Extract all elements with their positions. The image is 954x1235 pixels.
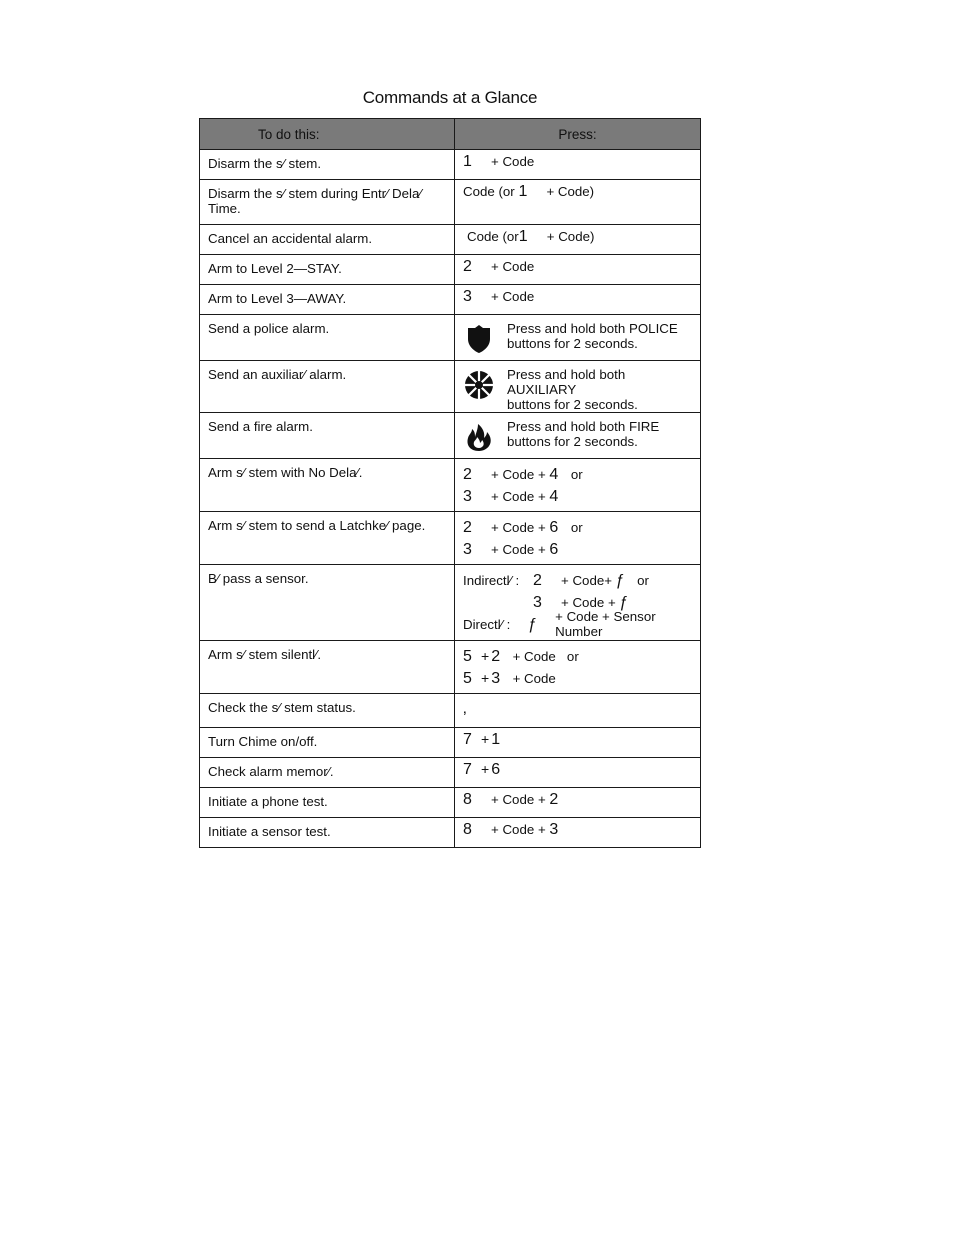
table-row bbox=[200, 361, 701, 413]
key-label: 3 bbox=[463, 487, 472, 505]
action-cell: Initiate a phone test. bbox=[200, 788, 455, 818]
press-cell bbox=[455, 285, 701, 315]
table-row bbox=[200, 413, 701, 459]
table-row bbox=[200, 285, 701, 315]
table-row bbox=[200, 788, 701, 818]
key-label: 1 bbox=[463, 153, 472, 170]
bypass-indirect-label: Indirectl⁄ : bbox=[463, 572, 520, 588]
press-text: + Code + bbox=[491, 519, 546, 535]
press-text: + Code bbox=[512, 648, 556, 664]
press-text: + Code+ bbox=[561, 572, 613, 588]
press-text: + Code bbox=[491, 289, 535, 304]
press-text: buttons for 2 seconds. bbox=[507, 434, 638, 449]
key-label: 1 bbox=[518, 228, 528, 245]
press-cell bbox=[455, 565, 701, 641]
press-cell bbox=[455, 361, 701, 413]
bypass-key-icon: ƒ bbox=[615, 571, 625, 589]
table-row bbox=[200, 180, 701, 225]
press-text: + Code) bbox=[546, 184, 595, 199]
table-row bbox=[200, 758, 701, 788]
table-row bbox=[200, 565, 701, 641]
key-label: 8 bbox=[463, 791, 472, 808]
press-cell bbox=[455, 512, 701, 565]
press-text: Press and hold both POLICE bbox=[507, 321, 678, 336]
press-text: + bbox=[481, 669, 490, 686]
key-label: 2 bbox=[463, 465, 472, 483]
press-cell bbox=[455, 150, 701, 180]
key-label: 1 bbox=[491, 731, 501, 748]
key-label: 3 bbox=[549, 821, 559, 838]
action-cell: Disarm the s⁄ stem during Entr⁄ Dela⁄ Time. bbox=[200, 180, 455, 225]
action-cell: Arm s⁄ stem to send a Latchke⁄ page. bbox=[200, 512, 455, 565]
action-cell: B⁄ pass a sensor. bbox=[200, 565, 455, 641]
key-label: 2 bbox=[491, 647, 501, 665]
key-label: 7 bbox=[463, 731, 472, 748]
status-key-icon: ‚ bbox=[463, 700, 467, 717]
key-label: 1 bbox=[518, 183, 528, 200]
key-label: 5 bbox=[463, 669, 472, 687]
key-label: 5 bbox=[463, 647, 472, 665]
auxiliary-asterisk-icon bbox=[463, 369, 495, 401]
key-label: 4 bbox=[549, 465, 559, 483]
press-cell bbox=[455, 315, 701, 361]
action-cell: Send a fire alarm. bbox=[200, 413, 455, 459]
police-shield-icon bbox=[463, 323, 495, 355]
press-text: + Code + bbox=[491, 822, 546, 837]
action-cell: Arm s⁄ stem silentl⁄. bbox=[200, 641, 455, 694]
table-row bbox=[200, 694, 701, 728]
key-label: 2 bbox=[463, 258, 472, 275]
press-cell bbox=[455, 225, 701, 255]
press-cell bbox=[455, 459, 701, 512]
key-label: 6 bbox=[491, 761, 501, 778]
bypass-key-icon: ƒ bbox=[528, 615, 537, 633]
key-label: 3 bbox=[463, 288, 472, 305]
press-text: + Code + bbox=[491, 792, 546, 807]
header-to-do-this: To do this: bbox=[200, 119, 455, 150]
press-text: + bbox=[481, 761, 490, 777]
action-cell: Send a police alarm. bbox=[200, 315, 455, 361]
press-text: + Code + bbox=[491, 466, 546, 482]
commands-table bbox=[199, 118, 701, 848]
table-row bbox=[200, 512, 701, 565]
press-text: or bbox=[566, 648, 579, 664]
page-title: Commands at a Glance bbox=[362, 88, 538, 107]
table-header-row bbox=[200, 119, 701, 150]
key-label: 2 bbox=[549, 791, 559, 808]
press-text: Press and hold both AUXILIARY bbox=[507, 367, 626, 397]
press-text: Press and hold both FIRE bbox=[507, 419, 660, 434]
press-text: + bbox=[481, 731, 490, 747]
key-label: 6 bbox=[549, 518, 559, 536]
table-row bbox=[200, 459, 701, 512]
press-text: + Code bbox=[491, 154, 535, 169]
press-text: + Code bbox=[491, 259, 535, 274]
press-text: or bbox=[570, 466, 583, 482]
press-cell bbox=[455, 788, 701, 818]
press-cell bbox=[455, 641, 701, 694]
press-cell bbox=[455, 413, 701, 459]
key-label: 2 bbox=[463, 518, 472, 536]
press-cell bbox=[455, 255, 701, 285]
key-label: 6 bbox=[549, 540, 559, 558]
table-row bbox=[200, 818, 701, 848]
action-cell: Initiate a sensor test. bbox=[200, 818, 455, 848]
key-label: 7 bbox=[463, 761, 472, 778]
table-row bbox=[200, 225, 701, 255]
press-text: + Code bbox=[512, 670, 556, 686]
key-label: 4 bbox=[549, 487, 559, 505]
press-cell bbox=[455, 180, 701, 225]
press-text: + Code + Sensor Number bbox=[555, 609, 656, 639]
table-row bbox=[200, 641, 701, 694]
key-label: 8 bbox=[463, 821, 472, 838]
key-label: 3 bbox=[491, 669, 501, 687]
press-text: or bbox=[637, 572, 649, 588]
press-text: or bbox=[570, 519, 583, 535]
press-text: Code (or bbox=[463, 184, 515, 199]
press-text: + Code + bbox=[491, 541, 546, 557]
fire-flame-icon bbox=[463, 421, 495, 453]
key-label: 3 bbox=[463, 540, 472, 558]
press-text: buttons for 2 seconds. bbox=[507, 336, 638, 351]
action-cell: Arm to Level 2—STAY. bbox=[200, 255, 455, 285]
table-row bbox=[200, 150, 701, 180]
press-text: Code (or bbox=[467, 229, 519, 244]
press-text: buttons for 2 seconds. bbox=[507, 397, 638, 412]
press-text: + Code + bbox=[561, 594, 616, 610]
bypass-direct-label: Directl⁄ : bbox=[463, 616, 511, 632]
action-cell: Send an auxiliar⁄ alarm. bbox=[200, 361, 455, 413]
key-label: 2 bbox=[533, 571, 542, 589]
action-cell: Disarm the s⁄ stem. bbox=[200, 150, 455, 180]
press-cell bbox=[455, 758, 701, 788]
action-cell: Check alarm memor⁄. bbox=[200, 758, 455, 788]
header-press: Press: bbox=[455, 119, 701, 150]
action-cell: Arm to Level 3—AWAY. bbox=[200, 285, 455, 315]
bypass-key-icon: ƒ bbox=[619, 593, 629, 611]
press-cell bbox=[455, 694, 701, 728]
press-cell bbox=[455, 728, 701, 758]
table-row bbox=[200, 315, 701, 361]
action-cell: Cancel an accidental alarm. bbox=[200, 225, 455, 255]
table-row bbox=[200, 255, 701, 285]
key-label: 3 bbox=[533, 593, 542, 611]
press-text: + Code) bbox=[546, 229, 595, 244]
table-row bbox=[200, 728, 701, 758]
action-cell: Arm s⁄ stem with No Dela⁄. bbox=[200, 459, 455, 512]
press-text: + Code + bbox=[491, 488, 546, 504]
action-cell: Turn Chime on/off. bbox=[200, 728, 455, 758]
press-text: + bbox=[481, 647, 490, 664]
action-cell: Check the s⁄ stem status. bbox=[200, 694, 455, 728]
press-cell bbox=[455, 818, 701, 848]
